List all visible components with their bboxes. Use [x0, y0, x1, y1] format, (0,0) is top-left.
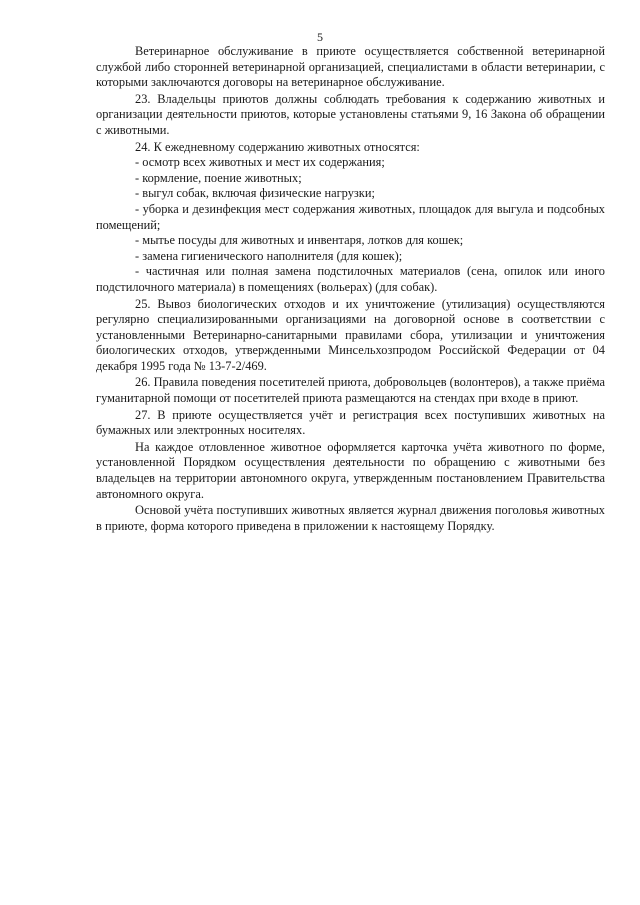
paragraph-livestock-journal: Основой учёта поступивших животных является журнал движения поголовья животных в приюте, форма которого приведена в приложении к настоящему Порядку.: [96, 503, 605, 533]
list-item: - частичная или полная замена подстилочных материалов (сена, опилок или иного подстилочного материала) в помещениях (вольерах) (для собак).: [96, 264, 605, 294]
document-body: [96, 44, 605, 534]
paragraph-animal-card: На каждое отловленное животное оформляется карточка учёта животного по форме, установленной Порядком осуществления деятельности по обращению с животными без владельцев на территории автономного округа, утвержденным постановлением Правительства автономного округа.: [96, 439, 605, 501]
list-item: - замена гигиенического наполнителя (для кошек);: [135, 248, 403, 263]
list-item: - кормление, поение животных;: [135, 170, 302, 185]
list-item: - уборка и дезинфекция мест содержания животных, площадок для выгула и подсобных помещений;: [96, 201, 605, 232]
paragraph-item-27: 27. В приюте осуществляется учёт и регистрация всех поступивших животных на бумажных или электронных носителях.: [96, 407, 605, 438]
paragraph-item-24: 24. К ежедневному содержанию животных относятся:: [135, 139, 420, 154]
list-item: - осмотр всех животных и мест их содержания;: [135, 155, 385, 170]
list-item: - мытье посуды для животных и инвентаря, лотков для кошек;: [135, 233, 464, 248]
paragraph-veterinary-service: Ветеринарное обслуживание в приюте осуществляется собственной ветеринарной службой либо сторонней ветеринарной организацией, специалистами в области ветеринарии, с которыми заключаются договоры на ветеринарное обслуживание.: [96, 44, 605, 90]
paragraph-item-26: 26. Правила поведения посетителей приюта, добровольцев (волонтеров), а также приёма гуманитарной помощи от посетителей приюта размещаются на стендах при входе в приют.: [96, 375, 605, 406]
page-number: 5: [317, 30, 323, 44]
list-item: - выгул собак, включая физические нагрузки;: [135, 186, 375, 201]
paragraph-item-23: 23. Владельцы приютов должны соблюдать требования к содержанию животных и организации деятельности приютов, которые установлены статьями 9, 16 Закона об обращении с животными.: [96, 91, 605, 137]
paragraph-item-25: 25. Вывоз биологических отходов и их уничтожение (утилизация) осуществляются регулярно специализированными организациями на договорной основе в соответствии с установленными Ветеринарно-санитарными правилами сбора, утилизации и уничтожения биологических отходов, утвержденными Минсельхозпродом Российской Федерации от 04 декабря 1995 года № 13-7-2/469.: [96, 296, 605, 373]
